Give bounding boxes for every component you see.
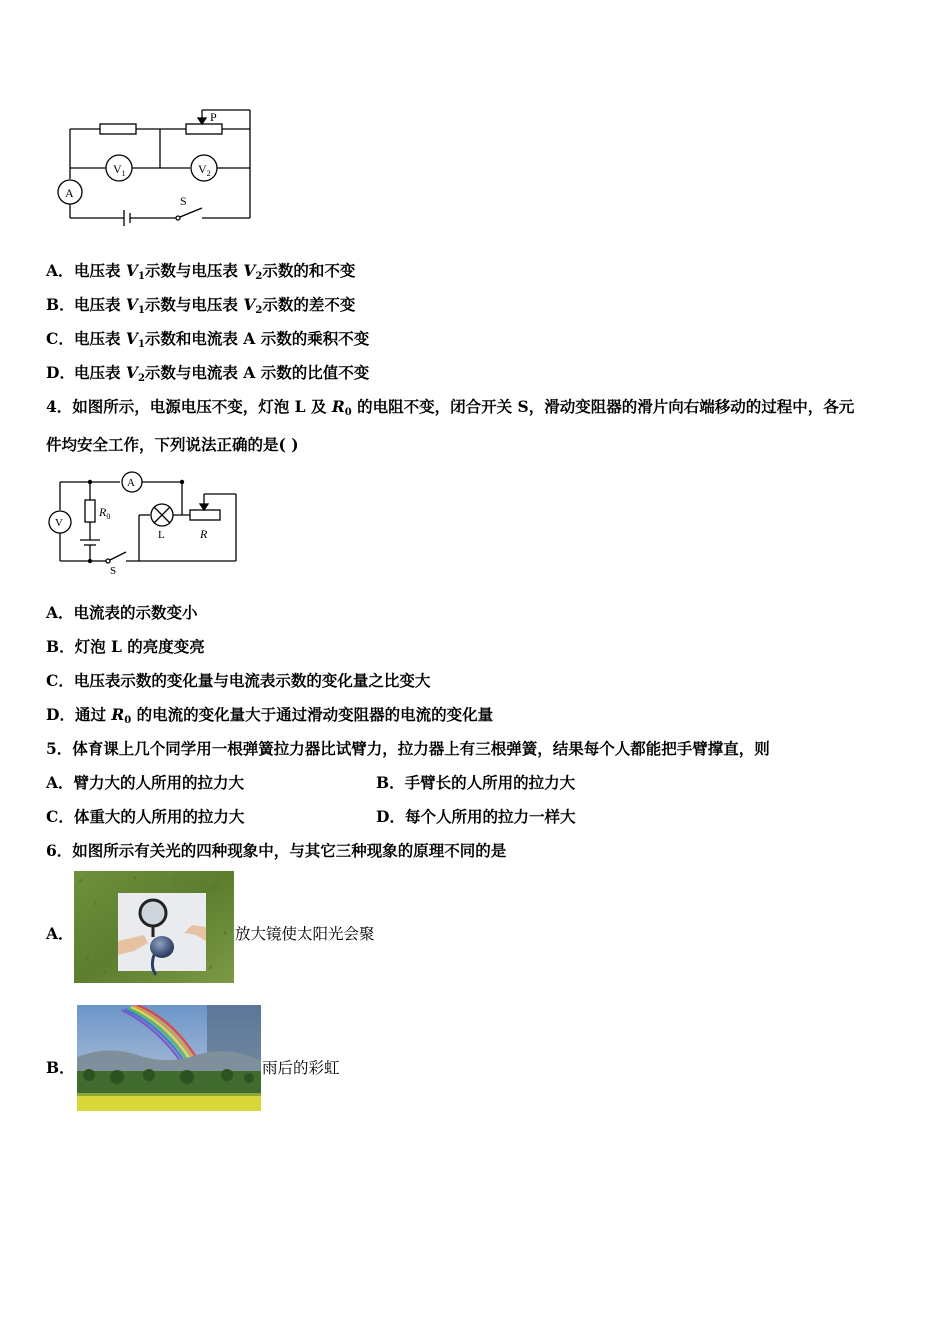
q4-option-b: B．灯泡 L 的亮度变亮 (46, 637, 205, 656)
q4-stem-line2: 件均安全工作，下列说法正确的是( ) (46, 435, 299, 454)
magnifier-photo (74, 871, 234, 983)
q3-v1-label: $V_1$ (113, 162, 126, 178)
q6-stem: 6．如图所示有关光的四种现象中，与其它三种现象的原理不同的是 (46, 841, 507, 860)
q5-option-a: A．臂力大的人所用的拉力大 (46, 773, 245, 792)
q4-rheostat-label: R (200, 527, 208, 541)
q5-option-b: B．手臂长的人所用的拉力大 (376, 773, 576, 792)
q5-option-d: D．每个人所用的拉力一样大 (376, 807, 576, 826)
q6-option-a-letter: A． (46, 924, 74, 943)
q3-circuit-diagram (52, 104, 258, 226)
q3-option-b: B．电压表 $V_1$示数与电压表 $V_2$示数的差不变 (46, 295, 356, 316)
q3-rheostat (186, 124, 222, 134)
q4-ammeter-label: A (127, 477, 135, 489)
q3-resistor (100, 124, 136, 134)
q5-option-c: C．体重大的人所用的拉力大 (46, 807, 245, 826)
q4-switch-label: S (110, 565, 117, 577)
q4-option-c: C．电压表示数的变化量与电流表示数的变化量之比变大 (46, 671, 431, 690)
q4-option-d: D．通过 $R_0$ 的电流的变化量大于通过滑动变阻器的电流的变化量 (46, 705, 494, 726)
q4-option-a: A．电流表的示数变小 (46, 603, 198, 622)
q3-switch-label: S (180, 194, 187, 208)
q4-rheostat (190, 510, 220, 520)
q3-ammeter-label: A (65, 186, 74, 200)
q6-option-b-caption: 雨后的彩虹 (262, 1059, 340, 1077)
q3-option-d: D．电压表 $V_2$示数与电流表 A 示数的比值不变 (46, 363, 370, 384)
q4-voltmeter-label: V (55, 517, 63, 529)
q4-resistor-r0 (85, 500, 95, 522)
q4-lamp-label: L (158, 529, 165, 541)
q4-r0-label: $R_0$ (99, 505, 111, 521)
q3-option-a: A．电压表 $V_1$示数与电压表 $V_2$示数的和不变 (46, 261, 356, 282)
q3-v2-label: $V_2$ (198, 162, 211, 178)
q5-stem: 5．体育课上几个同学用一根弹簧拉力器比试臂力，拉力器上有三根弹簧，结果每个人都能把手臂撑直，则 (46, 739, 770, 758)
q3-slider-label: P (210, 110, 217, 124)
q6-option-a-caption: 放大镜使太阳光会聚 (235, 925, 375, 943)
q6-option-b-letter: B． (46, 1058, 75, 1077)
q4-circuit-diagram (44, 468, 244, 580)
q3-option-c: C．电压表 $V_1$示数和电流表 A 示数的乘积不变 (46, 329, 370, 350)
q4-stem-line1: 4．如图所示，电源电压不变，灯泡 L 及 $R_0$ 的电阻不变，闭合开关 S，滑动变阻器的滑片向右端移动的过程中，各元 (46, 397, 855, 418)
rainbow-photo (77, 1005, 261, 1111)
